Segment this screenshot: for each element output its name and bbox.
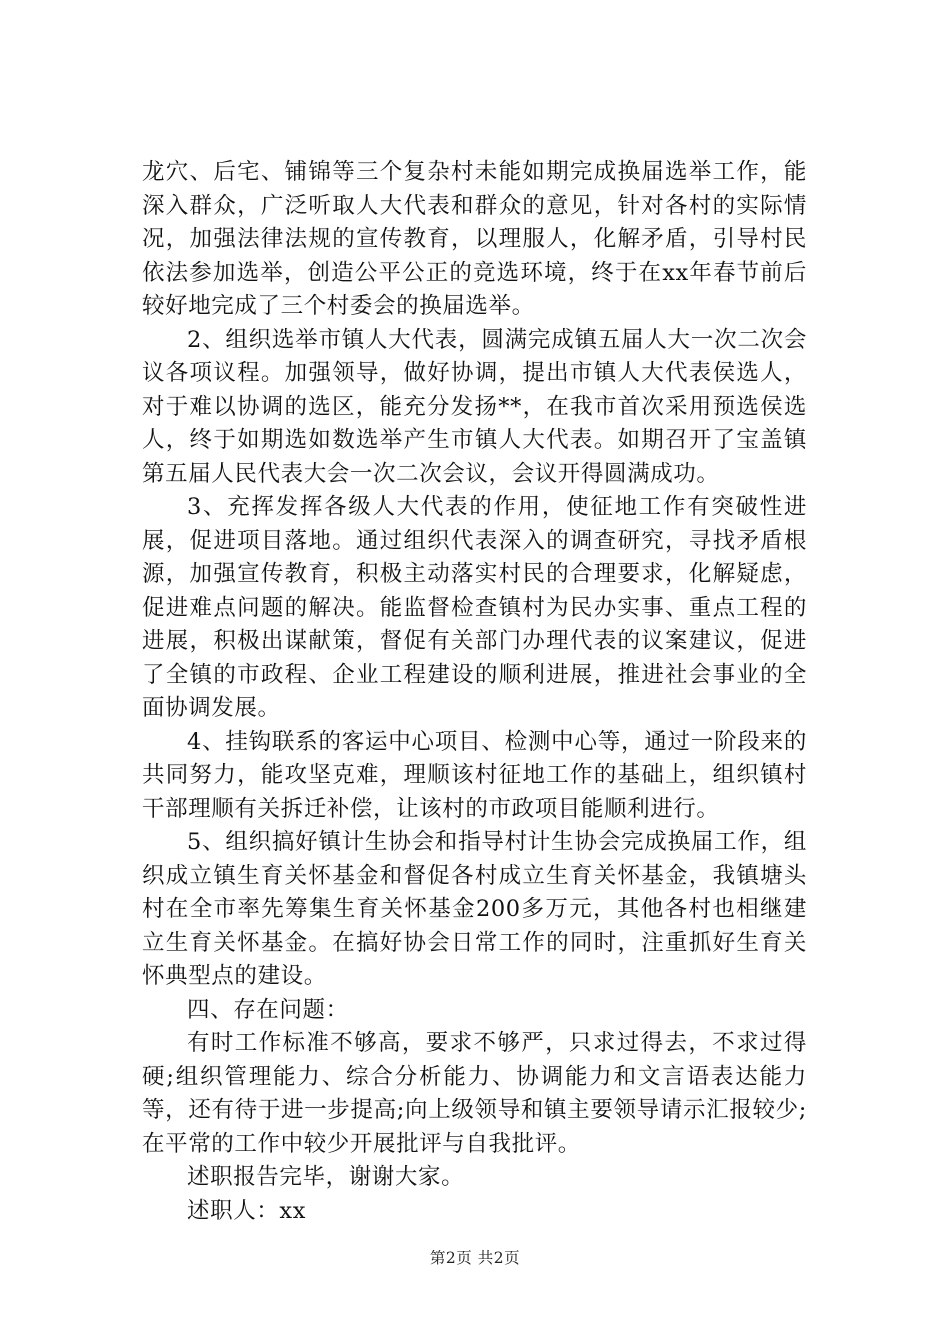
document-body — [142, 156, 807, 1228]
paragraph-item-3: 3、充挥发挥各级人大代表的作用，使征地工作有突破性进展，促进项目落地。通过组织代表深入的调查研究，寻找矛盾根源，加强宣传教育，积极主动落实村民的合理要求，化解疑虑，促进难点问题的解决。能监督检查镇村为民办实事、重点工程的进展，积极出谋献策，督促有关部门办理代表的议案建议，促进了全镇的市政程、企业工程建设的顺利进展，推进社会事业的全面协调发展。 — [142, 494, 807, 721]
signature-line: 述职人：xx — [187, 1197, 306, 1224]
paragraph-continuation: 龙穴、后宅、铺锦等三个复杂村未能如期完成换届选举工作，能深入群众，广泛听取人大代表和群众的意见，针对各村的实际情况，加强法律法规的宣传教育，以理服人，化解矛盾，引导村民依法参加选举，创造公平公正的竞选环境，终于在xx年春节前后较好地完成了三个村委会的换届选举。 — [142, 159, 807, 319]
page-footer: 第2页 共2页 — [429, 1249, 521, 1267]
paragraph-item-5: 5、组织搞好镇计生协会和指导村计生协会完成换届工作，组织成立镇生育关怀基金和督促各村成立生育关怀基金，我镇塘头村在全市率先筹集生育关怀基金200多万元，其他各村也相继建立生育关怀基金。在搞好协会日常工作的同时，注重抓好生育关怀典型点的建设。 — [142, 829, 807, 989]
paragraph-item-4: 4、挂钩联系的客运中心项目、检测中心等，通过一阶段来的共同努力，能攻坚克难，理顺该村征地工作的基础上，组织镇村干部理顺有关拆迁补偿，让该村的市政项目能顺利进行。 — [142, 728, 807, 822]
closing-remark: 述职报告完毕，谢谢大家。 — [187, 1164, 465, 1190]
section-heading-problems: 四、存在问题： — [187, 996, 349, 1023]
paragraph-item-2: 2、组织选举市镇人大代表，圆满完成镇五届人大一次二次会议各项议程。加强领导，做好协调，提出市镇人大代表侯选人，对于难以协调的选区，能充分发扬**，在我市首次采用预选侯选人，终于如期选如数选举产生市镇人大代表。如期召开了宝盖镇第五届人民代表大会一次二次会议，会议开得圆满成功。 — [142, 326, 807, 487]
paragraph-problems: 有时工作标准不够高，要求不够严，只求过得去，不求过得硬;组织管理能力、综合分析能力、协调能力和文言语表达能力等，还有待于进一步提高;向上级领导和镇主要领导请示汇报较少;在平常的工作中较少开展批评与自我批评。 — [142, 1030, 807, 1157]
